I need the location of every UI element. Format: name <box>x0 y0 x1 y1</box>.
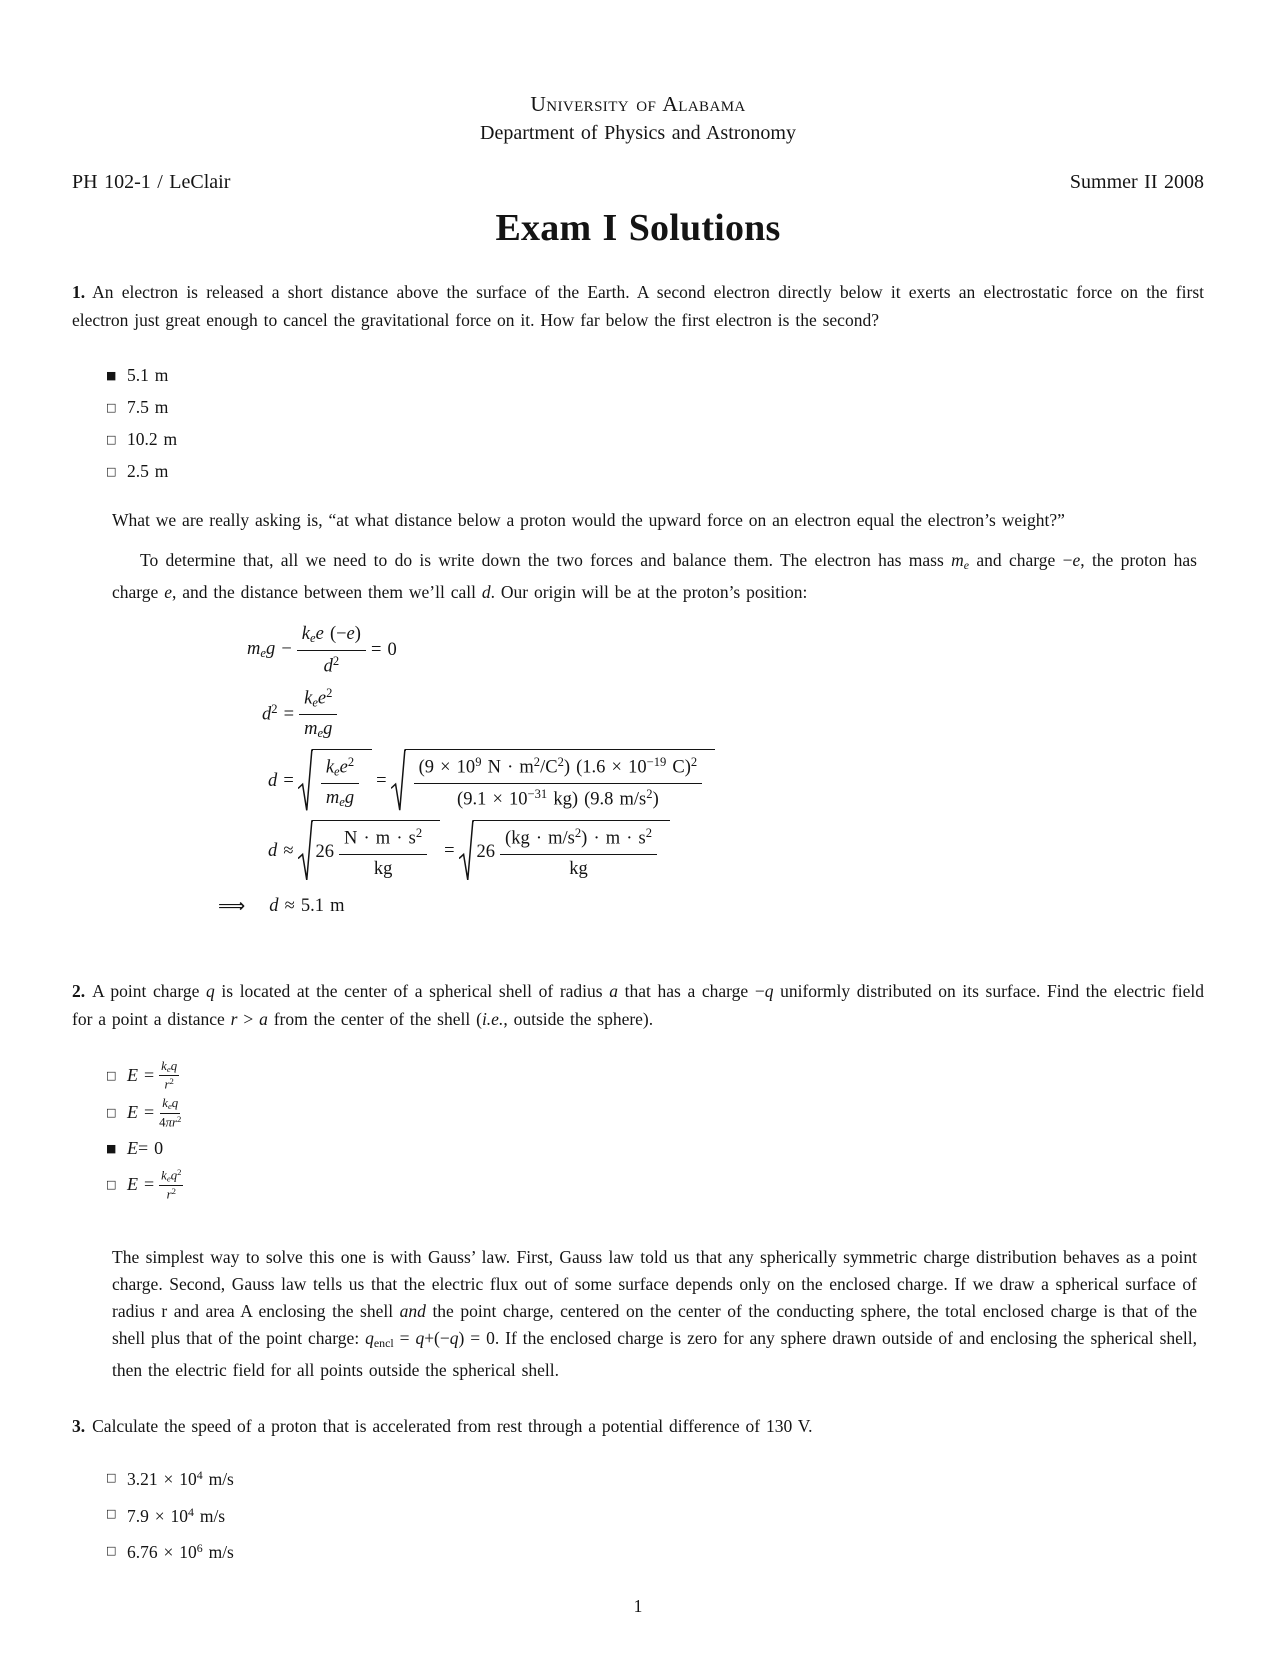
fraction-denominator: $r^2$ <box>166 1185 176 1202</box>
radical-sign-icon <box>391 749 406 813</box>
equation-result-value: d ≈ 5.1 m <box>269 896 345 917</box>
option-formula: E = 0 <box>127 1138 164 1159</box>
document-header <box>72 92 1204 250</box>
question-1-stem: 1. An electron is released a short distance above the surface of the Earth. A second electron directly below it exerts an electrostatic force on the first electron just great enough to cancel the gravitational force on it. How far below the first electron is the second? <box>72 282 1204 330</box>
answer-box-empty-icon: □ <box>106 1507 117 1521</box>
fraction <box>159 1168 183 1202</box>
answer-box-empty-icon: □ <box>106 465 117 478</box>
equation-rhs: = 0 <box>370 639 397 660</box>
square-root <box>459 820 670 883</box>
equals-sign: = <box>444 840 455 861</box>
option-label: 2.5 m <box>127 461 169 481</box>
fraction-numerator: $N \cdot m \cdot s^2$ <box>339 825 427 854</box>
radicand <box>312 820 441 883</box>
fraction-numerator: ($9 \times 10^9$ $N \cdot m^2/C^2$) ($1.6 \times 10^{-19}$ C)$^2$ <box>414 754 703 783</box>
option-formula <box>127 1059 179 1093</box>
option-row <box>106 1464 1204 1491</box>
fraction-numerator: kee (−e) <box>297 622 366 651</box>
fraction-denominator: ($9.1 \times 10^{-31}$ kg) (9.8 $m/s^2$) <box>457 786 659 810</box>
answer-box-empty-icon: □ <box>106 1106 117 1120</box>
equation-lhs: d ≈ <box>268 840 294 861</box>
answer-box-empty-icon: □ <box>106 433 117 446</box>
page-number: 1 <box>633 1596 643 1616</box>
option-row <box>106 396 1204 419</box>
fraction <box>159 1059 179 1093</box>
radical-sign-icon <box>459 820 474 883</box>
equation-d-squared <box>262 685 1197 742</box>
fraction <box>500 825 657 881</box>
option-row <box>106 1501 1204 1528</box>
radicand <box>405 749 716 813</box>
department-name: Department of Physics and Astronomy <box>480 122 796 144</box>
fraction-denominator: $d^2$ <box>323 653 340 677</box>
fraction <box>339 825 427 881</box>
option-formula <box>127 1168 183 1202</box>
course-code: PH 102-1 / LeClair <box>72 171 231 193</box>
fraction <box>297 622 366 678</box>
option-formula <box>127 1096 181 1130</box>
answer-box-empty-icon: □ <box>106 1068 117 1082</box>
question-3-stem: 3. Calculate the speed of a proton that is accelerated from rest through a potential difference of 130 V. <box>72 1415 813 1436</box>
answer-box-empty-icon: □ <box>106 1544 117 1558</box>
option-label: 7.5 m <box>127 397 169 417</box>
option-row <box>106 460 1204 483</box>
square-root <box>298 749 372 813</box>
option-label: 5.1 m <box>127 365 169 385</box>
formula-lhs: E = <box>127 1102 155 1123</box>
question-1-solution <box>112 507 1197 919</box>
solution-paragraph: To determine that, all we need to do is write down the two forces and balance them. The electron has mass me and charge −e, the proton has charge e, and the distance between them we’ll call d. Our origin will be at the proton’s position: <box>112 550 1197 602</box>
fraction <box>321 754 359 811</box>
option-row <box>106 1096 1204 1130</box>
course-row <box>72 171 1204 194</box>
question-2-solution <box>112 1244 1197 1384</box>
fraction-denominator: $4\pi r^2$ <box>159 1114 182 1130</box>
option-row <box>106 1168 1204 1202</box>
fraction-numerator: keq$^2$ <box>159 1168 183 1186</box>
answer-box-empty-icon: □ <box>106 1470 117 1484</box>
document-title: Exam I Solutions <box>495 207 781 249</box>
option-row <box>106 1059 1204 1093</box>
question-1 <box>72 278 1204 919</box>
equation-d-numeric <box>268 749 1197 813</box>
solution-paragraph: The simplest way to solve this one is with Gauss’ law. First, Gauss law told us that any spherically symmetric charge distribution behaves as a point charge. Second, Gauss law tells us that the electric flux out of some surface depends only on the enclosed charge. If we draw a spherical surface of radius r and area A enclosing the shell and the point charge, centered on the center of the conducting sphere, the total enclosed charge is that of the shell plus that of the point charge: qencl = q+(−q) = 0. If the enclosed charge is zero for any sphere drawn outside of and enclosing the spherical shell, then the electric field for all points outside the spherical shell. <box>112 1246 1198 1380</box>
equation-force-balance <box>247 622 1197 678</box>
equation-lhs: d = <box>268 770 294 791</box>
option-label: $7.9 \times 10^4$ m/s <box>127 1504 226 1526</box>
fraction-numerator: keq <box>159 1059 179 1077</box>
question-2 <box>72 977 1204 1384</box>
option-label: $6.76 \times 10^6$ m/s <box>127 1541 234 1563</box>
option-row <box>106 1134 1204 1164</box>
formula-lhs: E = <box>127 1174 155 1195</box>
square-root <box>391 749 716 813</box>
fraction <box>159 1096 181 1130</box>
answer-box-empty-icon: □ <box>106 1178 117 1192</box>
option-label: 10.2 m <box>127 429 178 449</box>
equals-sign: = <box>376 770 387 791</box>
radicand <box>473 820 670 883</box>
coefficient: 26 <box>315 842 335 863</box>
answer-box-filled-icon: ■ <box>106 369 117 382</box>
square-root <box>298 820 441 883</box>
term-label: Summer II 2008 <box>1069 171 1204 193</box>
solution-paragraph: What we are really asking is, “at what distance below a proton would the upward force on an electron equal the electron’s weight?” <box>112 510 1065 530</box>
coefficient: 26 <box>476 842 496 863</box>
fraction <box>414 754 703 811</box>
fraction-numerator: kee$^2$ <box>299 685 337 715</box>
option-row <box>106 1537 1204 1564</box>
fraction-denominator: meg <box>304 719 333 741</box>
equation-d-units <box>268 820 1197 883</box>
question-3-options <box>106 1464 1204 1565</box>
implies-arrow-icon: ⟹ <box>218 894 246 917</box>
radical-sign-icon <box>298 749 313 813</box>
university-name: University of Alabama <box>530 92 746 116</box>
radicand <box>312 749 372 813</box>
fraction-numerator: keq <box>160 1096 180 1114</box>
option-row <box>106 428 1204 451</box>
fraction-numerator: kee$^2$ <box>321 754 359 784</box>
fraction-denominator: $r^2$ <box>164 1076 174 1092</box>
option-row <box>106 364 1204 387</box>
formula-lhs: E = <box>127 1064 155 1085</box>
question-1-equations <box>218 622 1197 919</box>
fraction-numerator: $(kg \cdot m/s^2) \cdot m \cdot s^2$ <box>500 825 657 854</box>
option-label: $3.21 \times 10^4$ m/s <box>127 1467 234 1489</box>
question-2-options <box>106 1059 1204 1202</box>
equation-lhs: $d^2$ = <box>262 701 295 724</box>
question-2-stem: 2. A point charge q is located at the center of a spherical shell of radius a that has a charge −q uniformly distributed on its surface. Find the electric field for a point a distance r > a from the center of the shell (i.e., outside the sphere). <box>72 980 1204 1029</box>
answer-box-empty-icon: □ <box>106 401 117 414</box>
radical-sign-icon <box>298 820 313 883</box>
equation-result <box>218 895 1197 919</box>
question-1-options <box>106 364 1204 483</box>
fraction <box>299 685 337 742</box>
question-3 <box>72 1412 1204 1565</box>
fraction-denominator: kg <box>569 858 588 879</box>
equation-lhs: meg − <box>247 639 292 661</box>
answer-box-filled-icon: ■ <box>106 1142 117 1156</box>
fraction-denominator: meg <box>325 788 355 810</box>
fraction-denominator: kg <box>373 858 393 879</box>
